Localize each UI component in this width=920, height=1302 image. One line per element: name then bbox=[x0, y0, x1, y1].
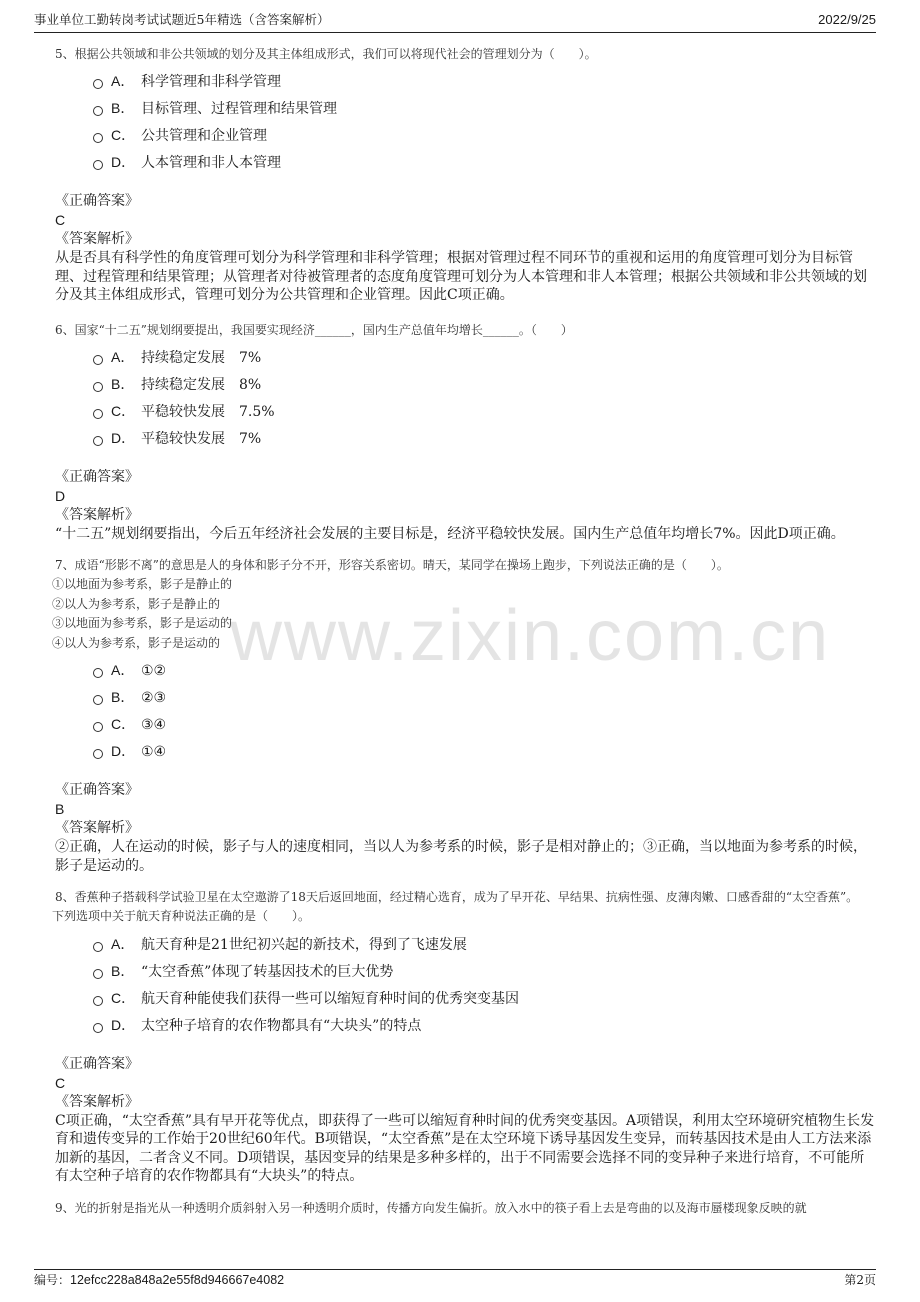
option-letter: B． bbox=[111, 100, 135, 116]
option-text: ①④ bbox=[141, 744, 167, 760]
option-letter: C． bbox=[111, 402, 136, 419]
page-header bbox=[34, 10, 876, 33]
document-code bbox=[34, 1270, 284, 1290]
radio-icon[interactable] bbox=[93, 106, 103, 116]
option-text: 科学管理和非科学管理 bbox=[141, 74, 281, 90]
option-letter: D． bbox=[111, 743, 136, 759]
option-text: ②③ bbox=[141, 690, 167, 706]
answer-block bbox=[55, 468, 875, 544]
option-d[interactable] bbox=[93, 738, 875, 765]
option-text: 公共管理和企业管理 bbox=[141, 128, 267, 144]
document-date: 2022/9/25 bbox=[818, 12, 876, 27]
page-number: 第2页 bbox=[844, 1273, 876, 1287]
radio-icon[interactable] bbox=[93, 668, 103, 678]
option-letter: C． bbox=[111, 127, 136, 143]
option-letter: C． bbox=[111, 989, 136, 1006]
option-list bbox=[93, 68, 875, 176]
explanation-label: 《答案解析》 bbox=[55, 1093, 139, 1110]
option-text: 持续稳定发展 8% bbox=[141, 376, 262, 393]
option-list bbox=[93, 344, 875, 452]
watermark: www.zixin.com.cn bbox=[230, 596, 831, 676]
answer-value: C bbox=[55, 212, 66, 228]
option-letter: A． bbox=[111, 73, 135, 89]
explanation-text: 从是否具有科学性的角度管理可划分为科学管理和非科学管理；根据对管理过程不同环节的重视和运用的角度管理可划分为目标管理、过程管理和结果管理；从管理者对待被管理者的态度角度管理可划分为人本管理和非人本管理；根据公共领域和非公共领域的划分及其主体组成形式，管理可划分为公共管理和企业管理。因此C项正确。 bbox=[55, 250, 867, 303]
option-b[interactable] bbox=[93, 95, 875, 122]
option-text: 太空种子培育的农作物都具有“大块头”的特点 bbox=[141, 1017, 422, 1034]
option-a[interactable] bbox=[93, 68, 875, 95]
option-letter: B． bbox=[111, 375, 135, 392]
question-5 bbox=[55, 44, 875, 305]
option-c[interactable] bbox=[93, 711, 875, 738]
option-list bbox=[93, 657, 875, 765]
option-letter: A． bbox=[111, 662, 135, 678]
answer-label: 《正确答案》 bbox=[55, 1055, 139, 1072]
option-text: 平稳较快发展 7.5% bbox=[141, 403, 275, 420]
option-c[interactable] bbox=[93, 398, 875, 425]
answer-label: 《正确答案》 bbox=[55, 782, 139, 798]
question-list bbox=[52, 44, 875, 1218]
statement-1: ①以地面为参考系，影子是静止的 bbox=[52, 577, 233, 591]
radio-icon[interactable] bbox=[93, 355, 103, 365]
question-stem: 5、根据公共领域和非公共领域的划分及其主体组成形式，我们可以将现代社会的管理划分为（ ）。 bbox=[55, 47, 597, 61]
option-b[interactable] bbox=[93, 371, 875, 398]
radio-icon[interactable] bbox=[93, 1023, 103, 1033]
code-label: 编号： bbox=[34, 1273, 71, 1287]
radio-icon[interactable] bbox=[93, 722, 103, 732]
question-stem: 9、光的折射是指光从一种透明介质斜射入另一种透明介质时，传播方向发生偏折。放入水中的筷子看上去是弯曲的以及海市蜃楼现象反映的就 bbox=[55, 1200, 807, 1215]
radio-icon[interactable] bbox=[93, 133, 103, 143]
explanation-text: C项正确，“太空香蕉”具有早开花等优点，即获得了一些可以缩短育种时间的优秀突变基因。A项错误，利用太空环境研究植物生长发育和遗传变异的工作始于20世纪60年代。B项错误，“太空香蕉”是在太空环境下诱导基因发生变异，而转基因技术是由人工方法来添加新的基因，二者含义不同。D项错误，基因变异的结果是多种多样的，出于不同需要会选择不同的变异种子来进行培育，不可能所有太空种子培育的农作物都具有“大块头”的特点。 bbox=[55, 1112, 875, 1184]
option-text: 持续稳定发展 7% bbox=[141, 349, 262, 366]
radio-icon[interactable] bbox=[93, 409, 103, 419]
explanation-label: 《答案解析》 bbox=[55, 820, 139, 836]
option-letter: D． bbox=[111, 1016, 136, 1033]
answer-block bbox=[55, 781, 875, 875]
option-letter: D． bbox=[111, 154, 136, 170]
radio-icon[interactable] bbox=[93, 969, 103, 979]
statement-4: ④以人为参考系，影子是运动的 bbox=[52, 635, 221, 650]
option-letter: B． bbox=[111, 689, 135, 705]
radio-icon[interactable] bbox=[93, 996, 103, 1006]
statement-3: ③以地面为参考系，影子是运动的 bbox=[52, 616, 233, 630]
option-text: 目标管理、过程管理和结果管理 bbox=[141, 101, 337, 117]
answer-value: B bbox=[55, 801, 65, 817]
option-letter: D． bbox=[111, 429, 136, 446]
radio-icon[interactable] bbox=[93, 79, 103, 89]
radio-icon[interactable] bbox=[93, 382, 103, 392]
radio-icon[interactable] bbox=[93, 695, 103, 705]
option-b[interactable] bbox=[93, 958, 875, 985]
explanation-text: “十二五”规划纲要指出，今后五年经济社会发展的主要目标是，经济平稳较快发展。国内生产总值年均增长7%。因此D项正确。 bbox=[55, 525, 845, 542]
radio-icon[interactable] bbox=[93, 749, 103, 759]
option-c[interactable] bbox=[93, 122, 875, 149]
question-stem: 8、香蕉种子搭载科学试验卫星在太空遨游了18天后返回地面，经过精心选育，成为了早开花、早结果、抗病性强、皮薄肉嫩、口感香甜的“太空香蕉”。 bbox=[55, 890, 859, 904]
answer-label: 《正确答案》 bbox=[55, 468, 139, 485]
code-value: 12efcc228a848a2e55f8d946667e4082 bbox=[70, 1273, 285, 1287]
question-substem: 下列选项中关于航天育种说法正确的是（ ）。 bbox=[52, 909, 311, 923]
option-d[interactable] bbox=[93, 149, 875, 176]
statement-2: ②以人为参考系，影子是静止的 bbox=[52, 596, 221, 611]
explanation-label: 《答案解析》 bbox=[55, 506, 139, 523]
option-text: 航天育种能使我们获得一些可以缩短育种时间的优秀突变基因 bbox=[141, 990, 519, 1007]
option-letter: A． bbox=[111, 935, 135, 952]
question-stem: 6、国家“十二五”规划纲要提出，我国要实现经济______，国内生产总值年均增长______。（ ） bbox=[55, 322, 573, 337]
radio-icon[interactable] bbox=[93, 942, 103, 952]
answer-value: D bbox=[55, 487, 66, 504]
option-list bbox=[93, 931, 875, 1039]
option-c[interactable] bbox=[93, 985, 875, 1012]
page-footer bbox=[34, 1269, 876, 1290]
option-letter: A． bbox=[111, 348, 135, 365]
option-a[interactable] bbox=[93, 931, 875, 958]
option-letter: C． bbox=[111, 716, 136, 732]
option-text: ①② bbox=[141, 663, 167, 679]
option-d[interactable] bbox=[93, 425, 875, 452]
radio-icon[interactable] bbox=[93, 436, 103, 446]
question-6 bbox=[55, 320, 875, 544]
option-text: 人本管理和非人本管理 bbox=[141, 155, 281, 171]
option-text: ③④ bbox=[141, 717, 167, 733]
option-text: 平稳较快发展 7% bbox=[141, 430, 262, 447]
radio-icon[interactable] bbox=[93, 160, 103, 170]
option-text: “太空香蕉”体现了转基因技术的巨大优势 bbox=[141, 963, 394, 980]
question-9 bbox=[55, 1198, 875, 1218]
answer-block bbox=[55, 1055, 875, 1186]
option-text: 航天育种是21世纪初兴起的新技术，得到了飞速发展 bbox=[141, 936, 467, 953]
explanation-label: 《答案解析》 bbox=[55, 231, 139, 247]
option-letter: B． bbox=[111, 962, 135, 979]
option-d[interactable] bbox=[93, 1012, 875, 1039]
question-8 bbox=[52, 887, 875, 1186]
option-a[interactable] bbox=[93, 657, 875, 684]
question-stem: 7、成语“形影不离”的意思是人的身体和影子分不开，形容关系密切。晴天，某同学在操场上跑步，下列说法正确的是（ ）。 bbox=[55, 558, 729, 572]
answer-value: C bbox=[55, 1074, 66, 1091]
answer-block bbox=[55, 192, 875, 305]
question-7 bbox=[52, 555, 875, 875]
document-title: 事业单位工勤转岗考试试题近5年精选（含答案解析） bbox=[34, 12, 330, 27]
answer-label: 《正确答案》 bbox=[55, 193, 139, 209]
option-a[interactable] bbox=[93, 344, 875, 371]
option-b[interactable] bbox=[93, 684, 875, 711]
explanation-text: ②正确，人在运动的时候，影子与人的速度相同，当以人为参考系的时候，影子是相对静止的；③正确，当以地面为参考系的时候，影子是运动的。 bbox=[55, 839, 867, 874]
